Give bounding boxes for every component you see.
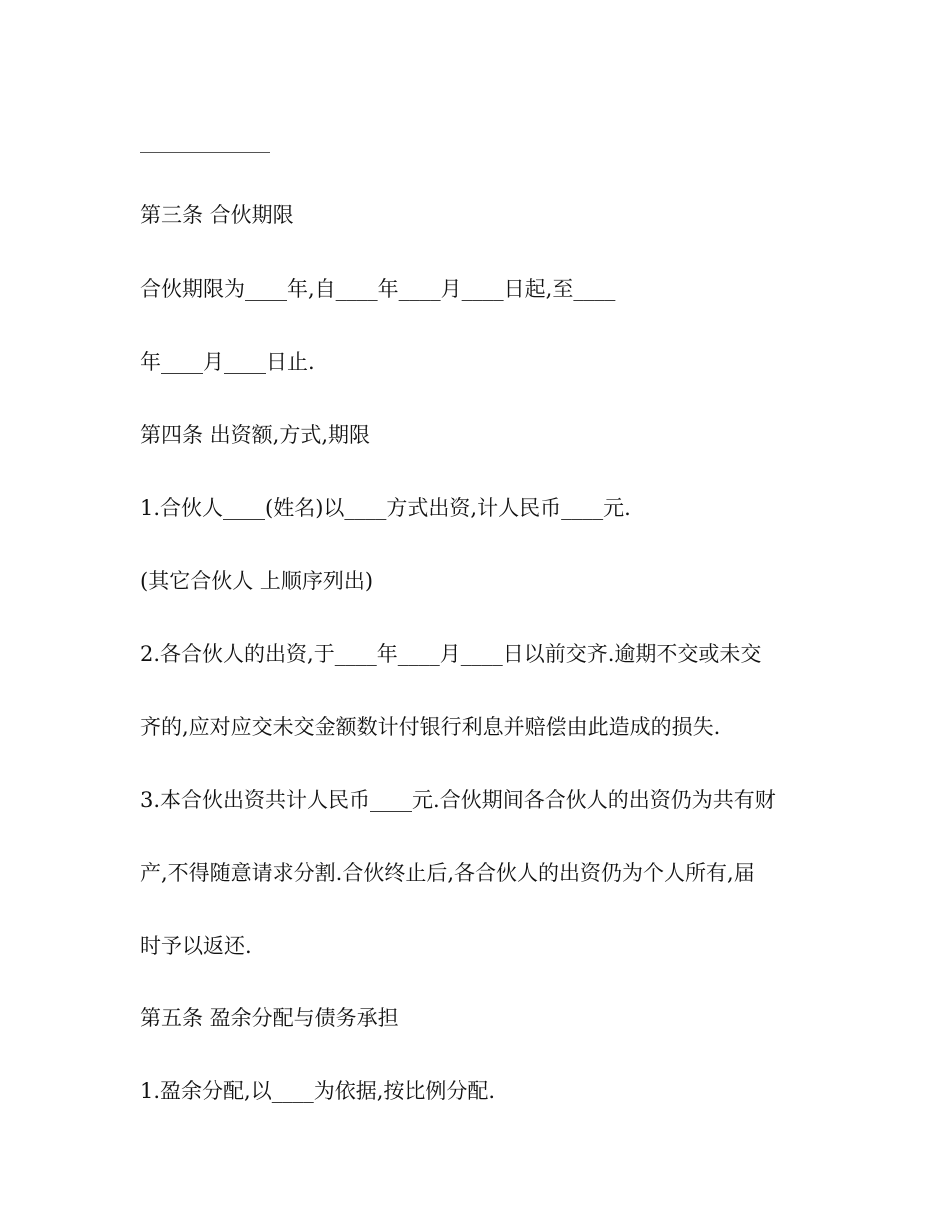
article-4-clause-3-line-2: 产,不得随意请求分割.合伙终止后,各合伙人的出资仍为个人所有,届 <box>140 861 755 885</box>
top-divider <box>140 152 270 153</box>
article-5-heading: 第五条 盈余分配与债务承担 <box>140 1006 399 1030</box>
article-4-note: (其它合伙人 上顺序列出) <box>140 569 374 593</box>
article-4-clause-3-line-3: 时予以返还. <box>140 934 252 958</box>
article-3-line-2: 年____月____日止. <box>140 350 315 374</box>
article-4-clause-1: 1.合伙人____(姓名)以____方式出资,计人民币____元. <box>140 496 631 520</box>
article-3-heading: 第三条 合伙期限 <box>140 203 294 227</box>
article-4-clause-2-line-1: 2.各合伙人的出资,于____年____月____日以前交齐.逾期不交或未交 <box>140 642 762 666</box>
article-5-clause-1: 1.盈余分配,以____为依据,按比例分配. <box>140 1079 496 1103</box>
article-4-heading: 第四条 出资额,方式,期限 <box>140 423 371 447</box>
article-3-line-1: 合伙期限为____年,自____年____月____日起,至____ <box>140 277 616 301</box>
article-4-clause-2-line-2: 齐的,应对应交未交金额数计付银行利息并赔偿由此造成的损失. <box>140 715 721 739</box>
article-4-clause-3-line-1: 3.本合伙出资共计人民币____元.合伙期间各合伙人的出资仍为共有财 <box>140 788 776 812</box>
